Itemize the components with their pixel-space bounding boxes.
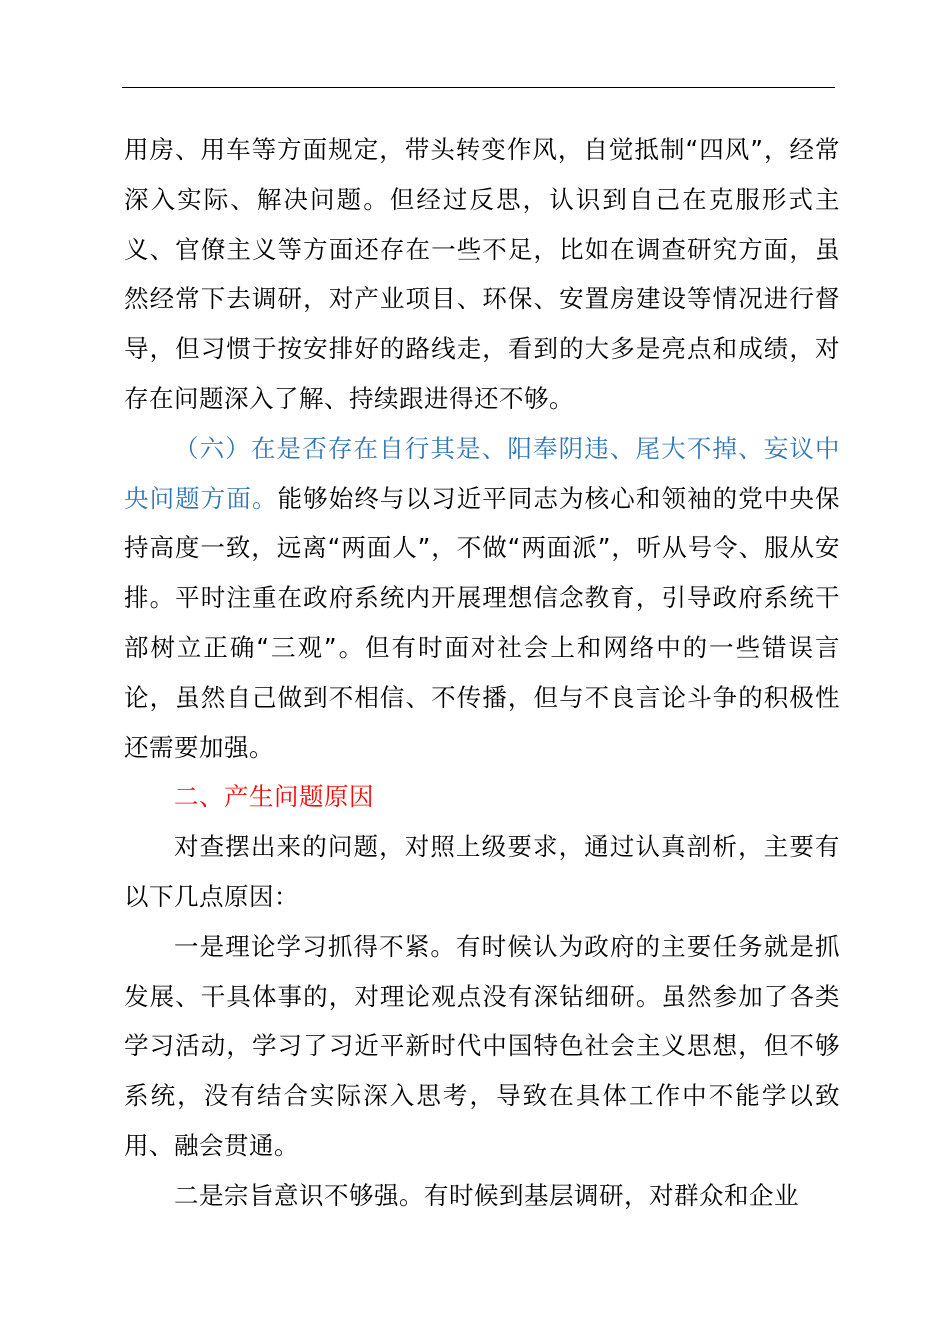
item-six-body: 能够始终与以习近平同志为核心和领袖的党中央保持高度一致，远离“两面人”，不做“两面派”，听从号令、服从安排。平时注重在政府系统内开展理想信念教育，引导政府系统干部树立正确“三观”。但有时面对社会上和网络中的一些错误言论，虽然自己做到不相信、不传播，但与不良言论斗争的积极性还需要加强。 bbox=[124, 483, 841, 762]
paragraph-item-six bbox=[124, 424, 840, 773]
paragraph-causes-intro: 对查摆出来的问题，对照上级要求，通过认真剖析，主要有以下几点原因： bbox=[124, 832, 840, 911]
section-title-causes: 二、产生问题原因 bbox=[174, 782, 374, 812]
document-body bbox=[124, 125, 840, 1221]
paragraph-cause-one: 一是理论学习抓得不紧。有时候认为政府的主要任务就是抓发展、干具体事的，对理论观点没有深钻细研。虽然参加了各类学习活动，学习了习近平新时代中国特色社会主义思想，但不够系统，没有结合实际深入思考，导致在具体工作中不能学以致用、融会贯通。 bbox=[124, 931, 840, 1160]
header-rule bbox=[122, 87, 835, 88]
paragraph-cause-two: 二是宗旨意识不够强。有时候到基层调研，对群众和企业 bbox=[174, 1180, 799, 1210]
paragraph-continuation: 用房、用车等方面规定，带头转变作风，自觉抵制“四风”，经常深入实际、解决问题。但经过反思，认识到自己在克服形式主义、官僚主义等方面还存在一些不足，比如在调查研究方面，虽然经常下去调研，对产业项目、环保、安置房建设等情况进行督导，但习惯于按安排好的路线走，看到的大多是亮点和成绩，对存在问题深入了解、持续跟进得还不够。 bbox=[124, 135, 840, 413]
item-six-heading: （六）在是否存在自行其是、阳奉阴违、尾大不掉、妄议中央问题方面。 bbox=[124, 433, 840, 513]
